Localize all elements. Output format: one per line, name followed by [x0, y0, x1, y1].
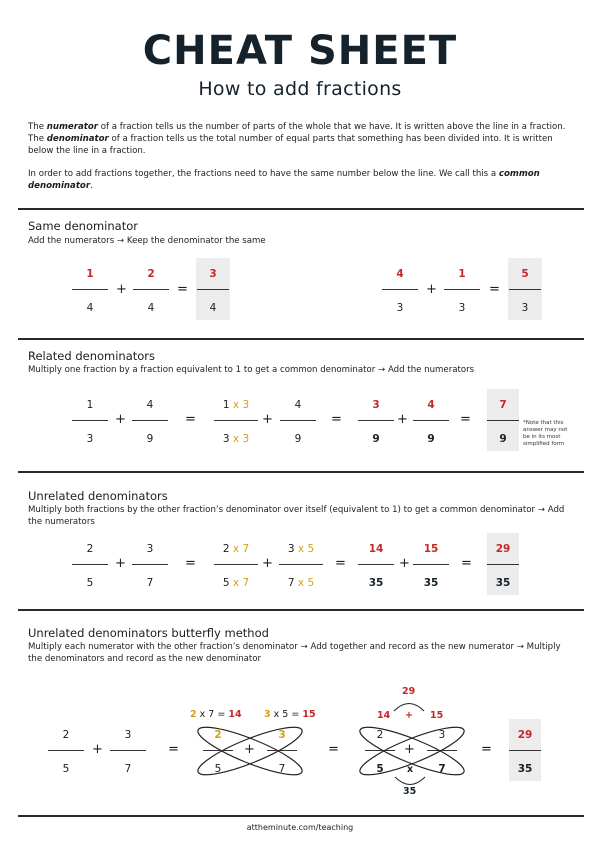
- equals-sign: =: [185, 412, 196, 427]
- equals-sign: =: [185, 556, 196, 571]
- plus-sign: +: [262, 412, 273, 427]
- plus-sign: +: [262, 556, 273, 571]
- plus-sign: +: [405, 710, 413, 721]
- divider: [18, 338, 584, 340]
- equals-sign: =: [481, 742, 492, 757]
- cross-product-left-result: 14: [377, 710, 391, 721]
- section-title-related: Related denominators: [28, 349, 156, 363]
- divider: [18, 609, 584, 611]
- section-desc-same: Add the numerators → Keep the denominator the same: [28, 236, 266, 246]
- divider: [18, 815, 584, 817]
- equals-sign: =: [460, 412, 471, 427]
- plus-sign: +: [244, 742, 255, 757]
- plus-sign: +: [399, 556, 410, 571]
- page-subtitle: How to add fractions: [198, 78, 402, 100]
- times-sign: x: [407, 764, 414, 775]
- denominator-product: 35: [403, 786, 417, 797]
- numerator-sum: 29: [402, 686, 416, 697]
- plus-sign: +: [397, 412, 408, 427]
- term-common-denominator: common denominator: [28, 169, 540, 191]
- equals-sign: =: [335, 556, 346, 571]
- section-desc-butterfly: Multiply each numerator with the other fraction’s denominator → Add together and record as the new numerator → Multiply the denominators and record as the new denominator: [28, 642, 561, 664]
- section-title-butterfly: Unrelated denominators butterfly method: [28, 626, 269, 640]
- term-numerator: numerator: [46, 122, 99, 132]
- equals-sign: =: [331, 412, 342, 427]
- divider: [18, 208, 584, 210]
- section-title-unrelated: Unrelated denominators: [28, 489, 168, 503]
- plus-sign: +: [115, 412, 126, 427]
- intro-paragraph-2: In order to add fractions together, the fractions need to have the same number below the line. We call this a common denominator.: [28, 169, 540, 191]
- plus-sign: +: [92, 742, 103, 757]
- term-denominator: denominator: [46, 134, 109, 144]
- plus-sign: +: [426, 282, 437, 297]
- section-title-same: Same denominator: [28, 219, 138, 233]
- equals-sign: =: [328, 742, 339, 757]
- footer-url[interactable]: attheminute.com/teaching: [246, 823, 354, 832]
- equals-sign: =: [489, 282, 500, 297]
- cross-product-right-result: 15: [430, 710, 444, 721]
- equals-sign: =: [461, 556, 472, 571]
- divider: [18, 471, 584, 473]
- section-desc-unrelated: Multiply both fractions by the other fraction’s denominator over itself (equivalent to 1) to get a common denominator → Add the numerators: [28, 505, 565, 527]
- simplification-note: *Note that this answer may not be in its most simplified form: [523, 420, 568, 447]
- equals-sign: =: [177, 282, 188, 297]
- cross-product-left: 2 x 7 = 14: [190, 709, 242, 720]
- page-title: CHEAT SHEET: [142, 28, 458, 74]
- plus-sign: +: [115, 556, 126, 571]
- intro-paragraph-1: The numerator of a fraction tells us the number of parts of the whole that we have. It is written above the line in a fraction. The denominator of a fraction tells us the total number of equal parts that something has been divided into. It is written below the line in a fraction.: [28, 122, 566, 156]
- plus-sign: +: [404, 742, 415, 757]
- section-desc-related: Multiply one fraction by a fraction equivalent to 1 to get a common denominator → Add the numerators: [28, 365, 475, 375]
- cross-product-right: 3 x 5 = 15: [264, 709, 316, 720]
- equals-sign: =: [168, 742, 179, 757]
- plus-sign: +: [116, 282, 127, 297]
